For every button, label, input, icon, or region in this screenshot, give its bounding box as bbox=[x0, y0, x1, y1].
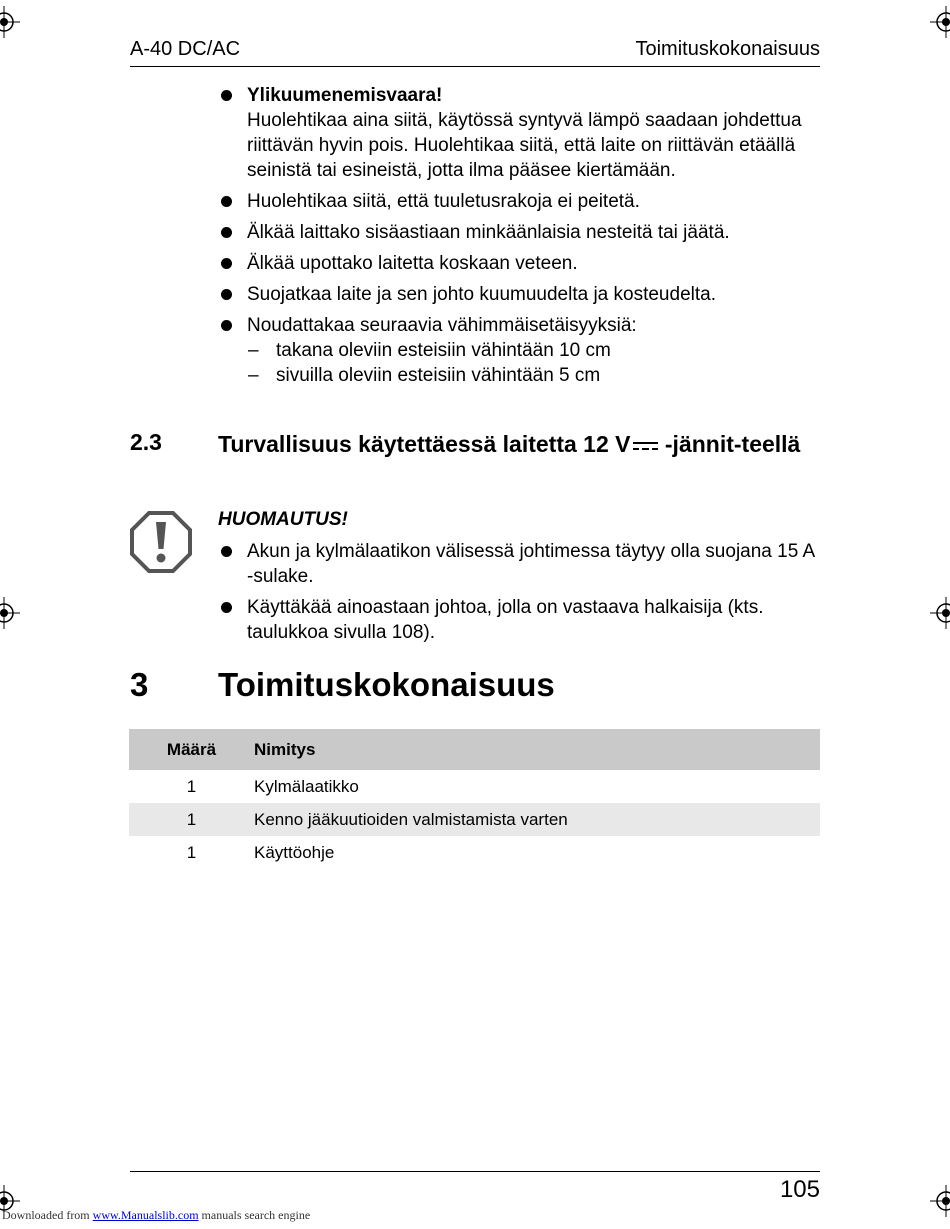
column-header-quantity: Määrä bbox=[129, 729, 254, 770]
notice-bullet-list bbox=[219, 539, 819, 645]
column-header-name: Nimitys bbox=[254, 729, 820, 770]
dash-subitem bbox=[247, 338, 819, 363]
section-title-text: Turvallisuus käytettäessä laitetta 12 V bbox=[218, 431, 631, 457]
dash-mark: – bbox=[248, 365, 259, 386]
cell-quantity: 1 bbox=[129, 803, 254, 836]
cell-name: Kenno jääkuutioiden valmistamista varten bbox=[254, 803, 820, 836]
chapter-title: Toimituskokonaisuus bbox=[218, 666, 555, 703]
section-title bbox=[218, 429, 818, 460]
bullet-text: Huolehtikaa aina siitä, käytössä syntyvä lämpö saadaan johdettua riittävän hyvin pois. Huolehtikaa siitä, että laite on riittävän etäällä seinistä tai esineistä, jotta ilma pääsee kiertämään. bbox=[247, 110, 802, 181]
section-number: 2.3 bbox=[130, 429, 162, 455]
bullet-text: Älkää laittako sisäastiaan minkäänlaisia nesteitä tai jäätä. bbox=[247, 222, 730, 243]
cell-quantity: 1 bbox=[186, 842, 197, 862]
list-item bbox=[219, 251, 819, 276]
bullet-text: Huolehtikaa siitä, että tuuletusrakoja ei peitetä. bbox=[247, 191, 640, 212]
dash-subitem-text: takana oleviin esteisiin vähintään 10 cm bbox=[276, 340, 611, 361]
bullet-title: Ylikuumenemisvaara! bbox=[247, 85, 443, 106]
delivery-contents-table bbox=[129, 729, 820, 869]
dash-mark: – bbox=[248, 340, 259, 361]
list-item bbox=[219, 313, 819, 388]
registration-mark-icon bbox=[930, 597, 950, 629]
page-number: 105 bbox=[779, 1176, 820, 1203]
bullet-text: Noudattakaa seuraavia vähimmäisetäisyyksiä: bbox=[247, 315, 637, 336]
download-suffix: manuals search engine bbox=[201, 1208, 311, 1222]
running-header-model: A-40 DC/AC bbox=[130, 38, 241, 60]
list-item bbox=[219, 189, 819, 214]
bullet-text: Akun ja kylmälaatikon välisessä johtimessa täytyy olla suojana 15 A -sulake. bbox=[247, 541, 815, 587]
notice-title: HUOMAUTUS! bbox=[218, 509, 348, 530]
table-row bbox=[129, 770, 820, 803]
bullet-text: Älkää upottako laitetta koskaan veteen. bbox=[247, 253, 578, 274]
bullet-text: Suojatkaa laite ja sen johto kuumuudelta ja kosteudelta. bbox=[247, 284, 716, 305]
list-item bbox=[219, 282, 819, 307]
chapter-number: 3 bbox=[130, 666, 149, 703]
table-row bbox=[129, 836, 820, 869]
list-item bbox=[219, 539, 819, 589]
manualslib-link[interactable]: www.Manualslib.com bbox=[92, 1208, 199, 1222]
cell-name: Kylmälaatikko bbox=[254, 776, 359, 796]
registration-mark-icon bbox=[0, 6, 20, 38]
list-item bbox=[219, 595, 819, 645]
table-row bbox=[129, 803, 820, 836]
download-prefix: Downloaded from bbox=[2, 1208, 90, 1222]
dash-subitem bbox=[247, 363, 819, 388]
section-title-suffix: -jännit-teellä bbox=[658, 431, 801, 457]
dc-symbol-icon bbox=[632, 438, 659, 454]
download-notice bbox=[2, 1208, 310, 1223]
list-item bbox=[219, 220, 819, 245]
registration-mark-icon bbox=[930, 1185, 950, 1217]
running-header-section: Toimituskokonaisuus bbox=[635, 38, 820, 60]
safety-bullet-list bbox=[219, 83, 819, 388]
registration-mark-icon bbox=[930, 6, 950, 38]
header-divider bbox=[130, 66, 820, 67]
table-header-row bbox=[129, 729, 820, 770]
bullet-text: Käyttäkää ainoastaan johtoa, jolla on vastaava halkaisija (kts. taulukkoa sivulla 108). bbox=[247, 597, 764, 643]
cell-quantity: 1 bbox=[186, 776, 197, 796]
cell-name: Käyttöohje bbox=[254, 842, 335, 862]
registration-mark-icon bbox=[0, 597, 20, 629]
list-item bbox=[219, 83, 819, 183]
dash-subitem-text: sivuilla oleviin esteisiin vähintään 5 cm bbox=[276, 365, 601, 386]
footer-divider bbox=[130, 1171, 820, 1172]
exclamation-octagon-icon bbox=[129, 510, 193, 574]
